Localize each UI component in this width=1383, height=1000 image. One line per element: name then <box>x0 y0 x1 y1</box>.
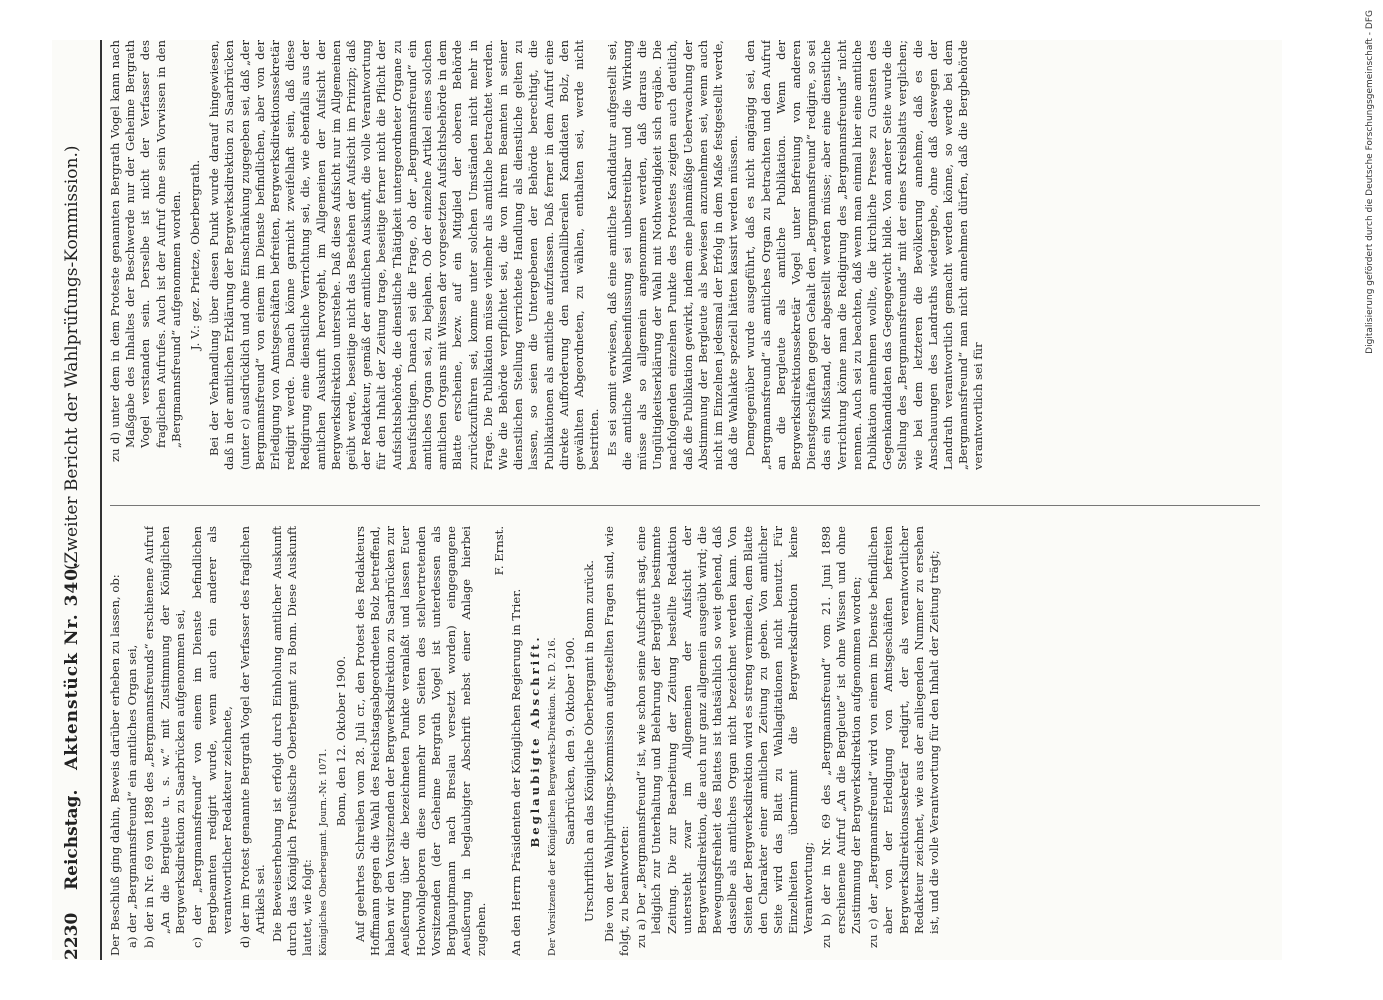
dateline: Saarbrücken, den 9. Oktober 1900. <box>563 637 578 846</box>
list-item: zu c) der „Bergmannsfreund“ wird von einem im Dienste befindlichen aber von der Erledigung von Amtsgeschäften befreiten Bergwerksdirektionssekretär redigirt, der als verantwortlicher Redakteur zeichnet, wie aus der anliegenden Nummer zu ersehen ist, und die volle Verantwortung für den Inhalt der Zeitung trägt; <box>866 526 941 948</box>
paragraph: Es sei somit erwiesen, daß eine amtliche Kandidatur aufgestellt sei, die amtliche Wahlbeeinflussung sei unbestreitbar und die Wirkung müsse als so allgemein angenommen werden, daß daraus die Ungültigkeitserklärung der Wahl mit Nothwendigkeit sich ergäbe. Die nachfolgenden einzelnen Punkte des Protestes zeigten auch deutlich, daß die Publikation gewirkt, indem eine planmäßige Ueberwachung der Abstimmung der Bergleute als bewiesen anzunehmen sei, wenn auch nicht im Einzelnen jedesmal der Erfolg in dem Maße festgestellt werde, daß die Wahlakte speziell hätten kassirt werden müssen. <box>604 40 741 470</box>
header-org: Reichstag. <box>62 789 82 890</box>
office-reference: Königliches Oberbergamt. Journ.-Nr. 1071. <box>317 748 329 956</box>
side-note <box>1365 10 1379 990</box>
section-heading: Beglaubigte Abschrift. <box>528 634 543 848</box>
paragraph: Der Beschluß ging dahin, Beweis darüber erheben zu lassen, ob: <box>108 574 122 956</box>
digitization-credit: Digitalisierung gefördert durch die Deutsche Forschungsgemeinschaft - DFG <box>1365 10 1375 354</box>
list-item: zu d) unter dem in dem Proteste genannten Bergrath Vogel kann nach Maßgabe des Inhaltes der Beschwerde nur der Geheime Bergrath Vogel verstanden sein. Derselbe ist nicht der Verfasser des fraglichen Aufrufes. Auch ist der Aufruf ohne sein Vorwissen in den „Bergmannsfreund“ aufgenommen worden. <box>108 40 183 462</box>
right-column <box>108 40 1268 470</box>
left-column <box>108 526 1268 956</box>
office-reference: Der Vorsitzende der Königlichen Bergwerks-Direktion. Nr. D. 216. <box>547 637 559 956</box>
list-item: zu a) Der „Bergmannsfreund“ ist, wie schon seine Aufschrift sagt, eine lediglich zur Unterhaltung und Belehrung der Bergleute bestimmte Zeitung. Die zur Bearbeitung der Zeitung bestellte Redaktion untersteht zwar im Allgemeinen der Aufsicht der Bergwerksdirektion, die auch nur ganz allgemein ausgeübt wird; die Bewegungsfreiheit des Blattes ist thatsächlich so weit gehend, daß dasselbe als amtliches Organ nicht bezeichnet werden kann. Von Seiten der Bergwerksdirektion wird es streng vermieden, dem Blatte den Charakter einer amtlichen Zeitung zu geben. Von amtlicher Seite wird das Blatt zu Wahlagitationen nicht benutzt. Für Einzelheiten übernimmt die Bergwerksdirektion keine Verantwortung; <box>634 526 816 948</box>
dateline: Bonn, den 12. Oktober 1900. <box>333 655 348 827</box>
paragraph: Bei der Verhandlung über diesen Punkt wurde darauf hingewiesen, daß in der amtlichen Erklärung der Bergwerksdirektion zu Saarbrücken (unter c) ausdrücklich und ohne Einschränkung zugegeben sei, daß „der Bergmannsfreund“ von einem im Dienste befindlichen, aber von der Erledigung von Amtsgeschäften befreiten, Bergwerksdirektionssekretär redigirt werde. Danach könne garnicht zweifelhaft sein, daß diese Redigirung eine dienstliche Verrichtung sei, die, wie ebenfalls aus der amtlichen Auskunft hervorgeht, im Allgemeinen der Aufsicht der Bergwerksdirektion unterstehe. Daß diese Aufsicht nur im Allgemeinen geübt werde, beseitige nicht das Bestehen der Aufsicht im Prinzip; daß der Redakteur, gemäß der amtlichen Auskunft, die volle Verantwortung für den Inhalt der Zeitung trage, beseitige ferner nicht die Pflicht der Aufsichtsbehörde, die dienstliche Thätigkeit untergeordneter Organe zu beaufsichtigen. Danach sei die Frage, ob der „Bergmannsfreund“ ein amtliches Organ sei, zu bejahen. Ob der einzelne Artikel eines solchen amtlichen Organs mit Wissen der vorgesetzten Aufsichtsbehörde in dem Blatte erscheine, bezw. auf ein Mitglied der oberen Behörde zurückzuführen sei, komme unter solchen Umständen nicht mehr in Frage. Die Publikation müsse vielmehr als amtliche betrachtet werden. Wie die Behörde verpflichtet sei, die von ihrem Beamten in seiner dienstlichen Stellung verrichtete Handlung als dienstliche gelten zu lassen, so seien die Untergebenen der Behörde berechtigt, die Publikationen als amtliche aufzufassen. Daß ferner in dem Aufruf eine direkte Aufforderung den nationalliberalen Kandidaten Bolz, den gewählten Abgeordneten, zu wählen, enthalten sei, werde nicht bestritten. <box>207 40 602 470</box>
signature: F. Ernst. <box>491 526 506 576</box>
paragraph: Demgegenüber wurde ausgeführt, daß es nicht angängig sei, den „Bergmannsfreund“ als amtliches Organ zu betrachten und den Aufruf an die Bergleute als amtliche Publikation. Wenn der Bergwerksdirektionssekretär Vogel unter Befreiung von anderen Dienstgeschäften gegen Gehalt den „Bergmannsfreund“ redigire, so sei das ein Mißstand, der abgestellt werden müsse; aber eine dienstliche Verrichtung könne man die Redigirung des „Bergmannsfreunds“ nicht nennen. Auch sei zu beachten, daß wenn man einmal hier eine amtliche Publikation annehmen wollte, die kirchliche Presse zu Gunsten des Gegenkandidaten das Gegengewicht bilde. Von anderer Seite wurde die Stellung des „Bergmannsfreunds“ mit der eines Kreisblatts verglichen; wie bei dem letzteren die Bevölkerung annehme, daß es die Anschauungen des Landraths wiedergebe, ohne daß deswegen der Landrath verantwortlich gemacht werden könne, so werde bei dem „Bergmannsfreund“ man nicht annehmen dürfen, daß die Bergbehörde verantwortlich sei für <box>743 40 986 470</box>
paragraph: Auf geehrtes Schreiben vom 28. Juli cr., den Protest des Redakteurs Hoffmann gegen die Wahl des Reichstagsabgeordneten Bolz betreffend, haben wir den Vorsitzenden der Bergwerksdirektion zu Saarbrücken zur Aeußerung über die bezeichneten Punkte veranlaßt und lassen Euer Hochwohlgeboren diese nunmehr von Seiten des stellvertretenden Vorsitzenden (der Geheime Bergrath Vogel ist unterdessen als Berghauptmann nach Breslau versetzt worden) eingegangene Aeußerung in beglaubigter Abschrift nebst einer Anlage hierbei zugehen. <box>352 526 489 956</box>
list-item: zu b) der in Nr. 69 des „Bergmannsfreund“ vom 21. Juni 1898 erschienene Aufruf „An die Bergleute“ ist ohne Wissen und ohne Zustimmung der Bergwerksdirektion aufgenommen worden; <box>818 526 863 948</box>
page-header <box>52 40 102 960</box>
list-item: b) der in Nr. 69 von 1898 des „Bergmannsfreunds“ erschienene Aufruf „An die Bergleute u. s. w.“ mit Zustimmung der Königlichen Bergwerksdirektion zu Saarbrücken aufgenommen sei, <box>142 526 187 948</box>
list-item: c) der „Bergmannsfreund“ von einem im Dienste befindlichen Bergbeamten redigirt wurde, wenn auch ein anderer als verantwortlicher Redakteur zeichnete, <box>190 526 235 948</box>
paragraph: Die Beweiserhebung ist erfolgt durch Einholung amtlicher Auskunft durch das Königlich Preußische Oberbergamt zu Bonn. Diese Auskunft lautet, wie folgt: <box>270 526 315 956</box>
header-subject: (Zweiter Bericht der Wahlprüfungs-Kommission.) <box>62 145 82 570</box>
column-divider <box>110 505 1260 506</box>
header-document: Aktenstück Nr. 340. <box>62 560 82 770</box>
list-item: a) der „Bergmannsfreund“ ein amtliches Organ sei, <box>125 644 140 948</box>
addressee: An den Herrn Präsidenten der Königlichen Regierung in Trier. <box>508 588 523 956</box>
page-number: 2230 <box>62 912 82 960</box>
list-item: d) der im Protest genannte Bergrath Vogel der Verfasser des fraglichen Artikels sei. <box>237 526 267 948</box>
paragraph: Die von der Wahlprüfungs-Kommission aufgestellten Fragen sind, wie folgt, zu beantworten: <box>601 526 631 956</box>
paragraph: Urschriftlich an das Königliche Oberbergamt in Bonn zurück. <box>582 560 597 922</box>
signature: J. V.: gez. Prietze, Oberbergrath. <box>188 159 203 351</box>
